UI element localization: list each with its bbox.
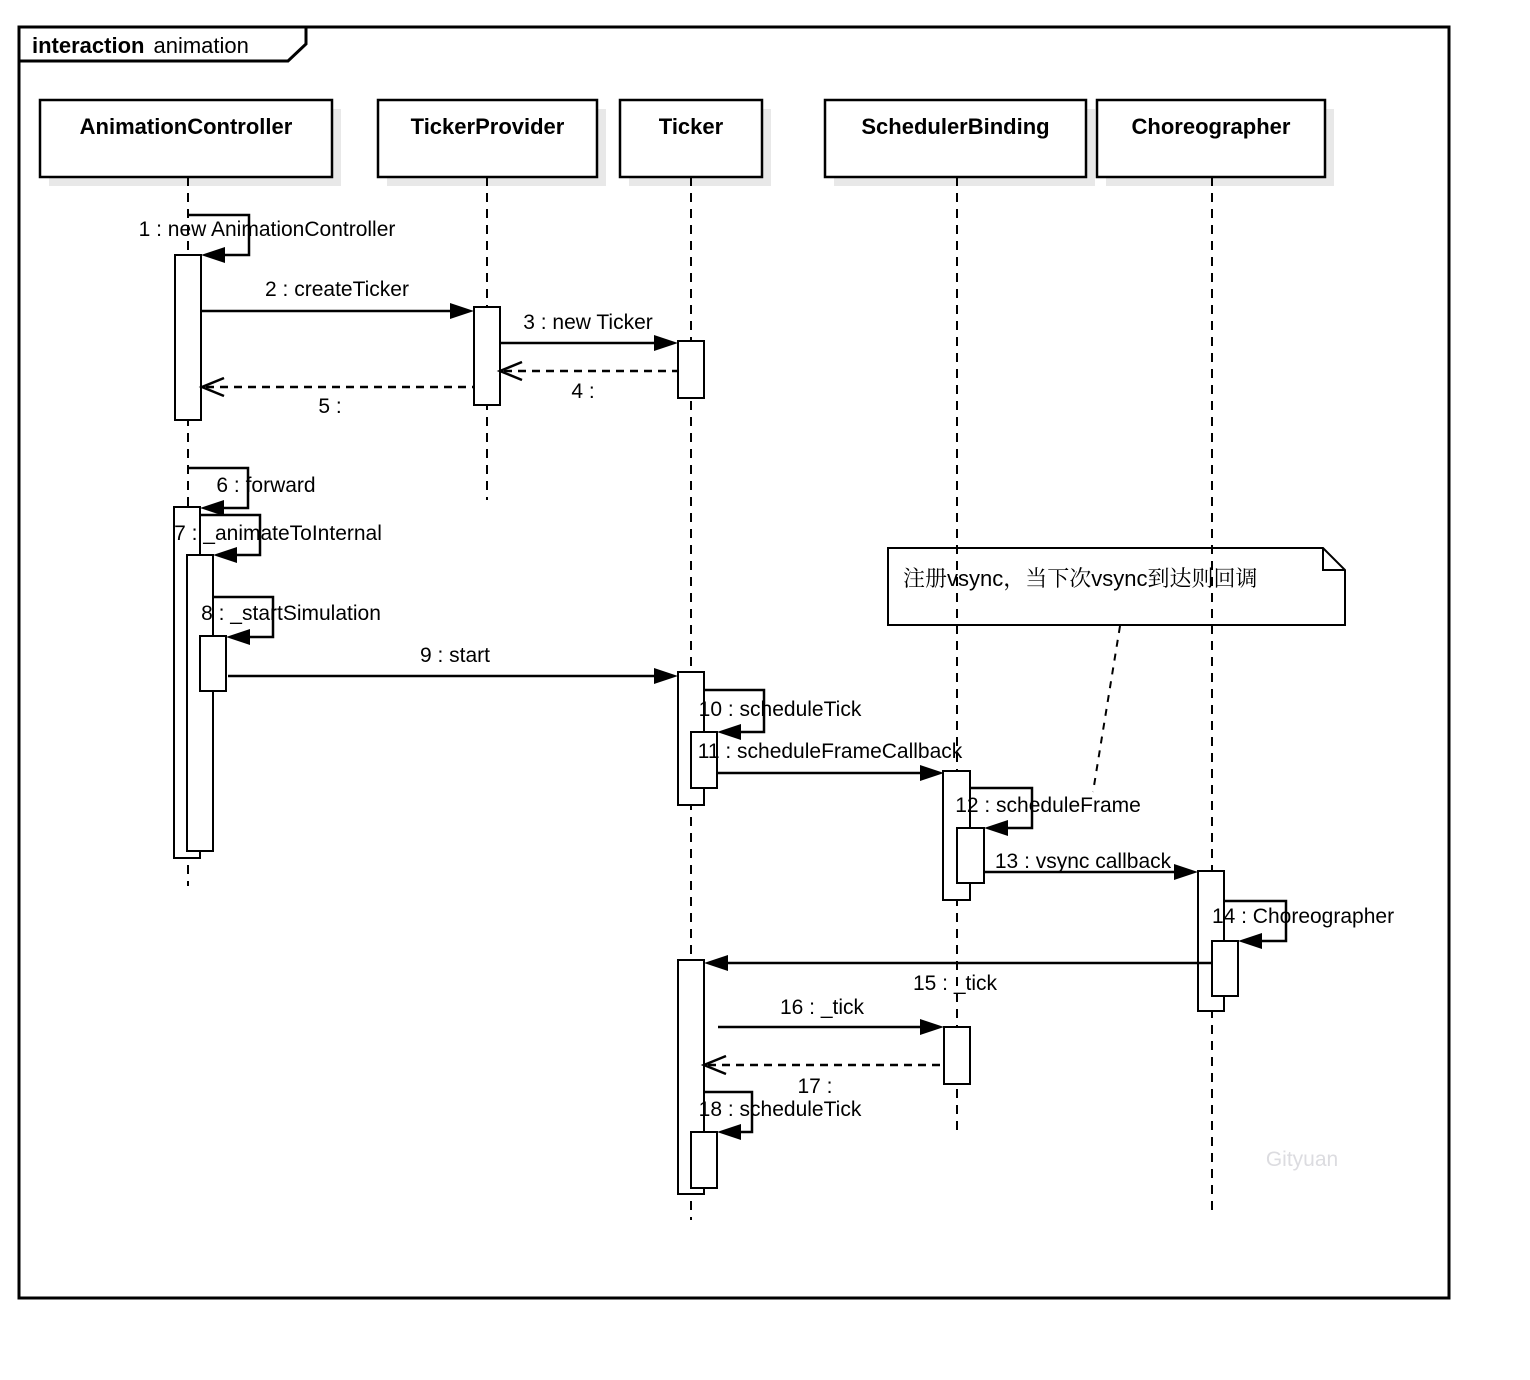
message-16-label: 16 : _tick [779,996,865,1019]
message-7-label: 7 : _animateToInternal [174,522,382,545]
message-9-label: 9 : start [419,644,491,667]
message-6-label: 6 : forward [216,474,316,497]
lifeline-label-ticker: Ticker [658,114,724,139]
message-2-label: 2 : createTicker [265,278,409,301]
message-17-label: 17 : [797,1075,833,1098]
frame-name: animation [153,33,249,58]
message-17-arrow [704,1056,944,1074]
messages [189,215,1286,1140]
lifeline-label-animationcontroller: AnimationController [79,114,293,139]
activation-ac-1 [175,255,201,420]
activation-choreographer-self [1212,941,1238,996]
frame-title [32,33,249,59]
message-10-label: 10 : scheduleTick [698,698,862,721]
frame-keyword: interaction [32,33,145,58]
message-18-label: 18 : scheduleTick [698,1098,862,1121]
message-1-label: 1 : new AnimationController [138,218,396,241]
message-4-label: 4 : [571,380,595,403]
message-13-label: 13 : vsync callback [994,850,1172,873]
message-8-label: 8 : _startSimulation [201,602,381,625]
message-3-arrow [500,335,678,351]
activation-ticker-scheduletick2 [691,1132,717,1188]
message-5-label: 5 : [318,395,342,418]
activation-sb-tick [944,1027,970,1084]
message-9-arrow [228,668,678,684]
message-2-arrow [202,303,474,319]
note-text: 注册vsync，当下次vsync到达则回调 [903,566,1258,591]
lifeline-label-choreographer: Choreographer [1131,114,1291,139]
activation-sb-scheduleframe [957,828,984,883]
message-12-label: 12 : scheduleFrame [955,794,1141,817]
activation-ticker-new [678,341,704,398]
activation-ac-animate [187,555,213,851]
activation-ac-startsim [200,636,226,691]
message-16-arrow [718,1019,944,1035]
message-14-label: 14 : Choreographer [1211,905,1395,928]
message-11-label: 11 : scheduleFrameCallback [697,740,963,763]
lifeline-label-schedulerbinding: SchedulerBinding [861,114,1050,139]
lifeline-label-tickerprovider: TickerProvider [410,114,565,139]
watermark: Gityuan [1265,1148,1339,1171]
activation-tickerprovider [474,307,500,405]
note-anchor-line [1093,626,1120,792]
message-15-label: 15 : _tick [912,972,998,995]
message-11-arrow [718,765,944,781]
message-3-label: 3 : new Ticker [523,311,653,334]
message-4-arrow [500,362,678,380]
